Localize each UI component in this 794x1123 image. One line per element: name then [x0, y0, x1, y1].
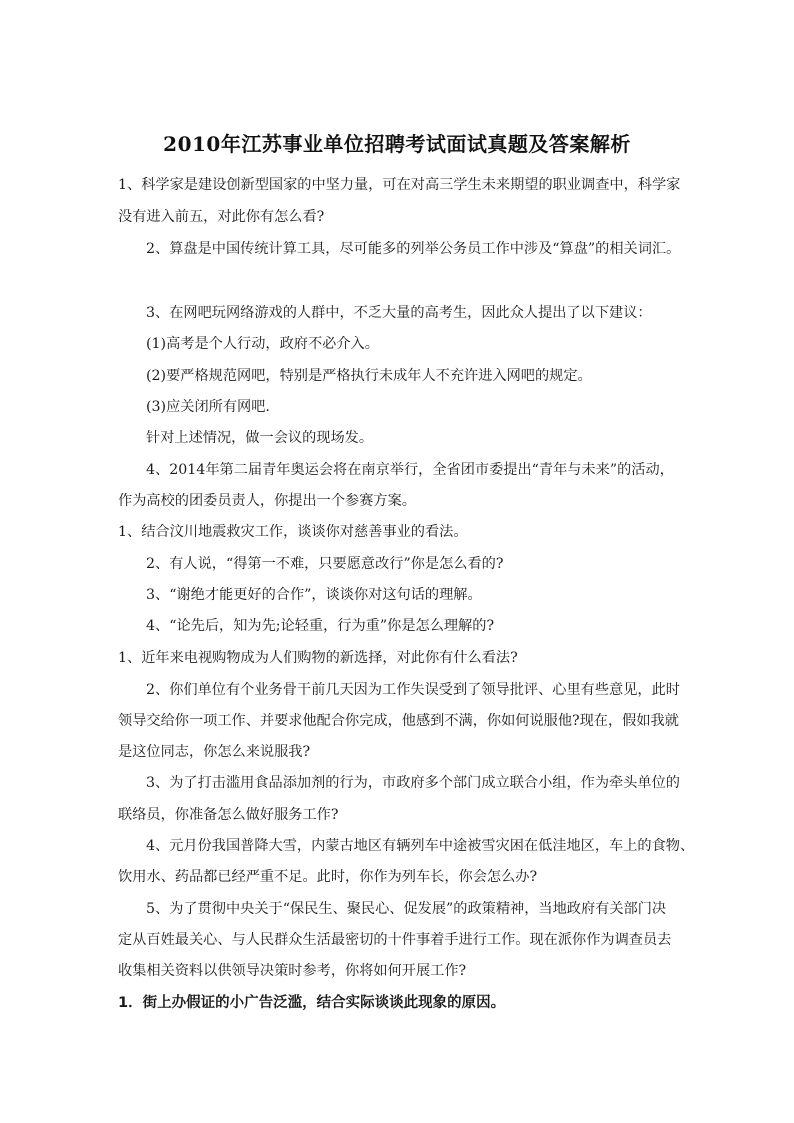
question-line: 2、有人说，“得第一不难，只要愿意改行”你是怎么看的? [146, 556, 504, 572]
question-line: 4、“论先后，知为先;论轻重，行为重”你是怎么理解的? [146, 618, 495, 634]
question-line: (3)应关闭所有网吧. [146, 399, 270, 415]
question-line: 针对上述情况，做一会议的现场发。 [146, 430, 374, 446]
question-line: 收集相关资料以供领导决策时参考，你将如何开展工作? [118, 963, 467, 979]
question-line: 饮用水、药品都已经严重不足。此时，你作为列车长，你会怎么办? [118, 869, 538, 885]
question-line: 没有进入前五，对此你有怎么看? [118, 209, 325, 225]
question-line: 是这位同志，你怎么来说服我? [118, 744, 311, 760]
question-line: 联络员，你准备怎么做好服务工作? [118, 807, 339, 823]
question-line: 5、为了贯彻中央关于“保民生、聚民心、促发展”的政策精神，当地政府有关部门决 [146, 901, 667, 917]
question-line: 4、元月份我国普降大雪，内蒙古地区有辆列车中途被雪灾困在低洼地区，车上的食物、 [146, 838, 695, 854]
question-line: 4、2014年第二届青年奥运会将在南京举行，全省团市委提出“青年与未来”的活动， [146, 462, 674, 478]
question-line: 1、结合汶川地震救灾工作，谈谈你对慈善事业的看法。 [118, 524, 468, 540]
question-line: 1、科学家是建设创新型国家的中坚力量，可在对高三学生未来期望的职业调查中，科学家 [118, 177, 681, 193]
question-line: 2、算盘是中国传统计算工具，尽可能多的列举公务员工作中涉及“算盘”的相关词汇。 [146, 241, 681, 257]
question-line: 作为高校的团委员责人，你提出一个参赛方案。 [118, 493, 416, 509]
question-line: 1、近年来电视购物成为人们购物的新选择，对此你有什么看法? [118, 650, 518, 666]
question-line: 3、在网吧玩网络游戏的人群中，不乏大量的高考生，因此众人提出了以下建议： [146, 305, 652, 321]
page-title: 2010年江苏事业单位招聘考试面试真题及答案解析 [163, 132, 631, 156]
question-line: 3、为了打击滥用食品添加剂的行为，市政府多个部门成立联合小组，作为牵头单位的 [146, 775, 680, 791]
question-line: 2、你们单位有个业务骨干前几天因为工作失误受到了领导批评、心里有些意见，此时 [146, 682, 680, 698]
question-line: (2)要严格规范网吧，特别是严格执行未成年人不充许进入网吧的规定。 [146, 368, 592, 384]
question-line-bold: 1．街上办假证的小广告泛滥，结合实际谈谈此现象的原因。 [118, 995, 506, 1011]
question-line: 定从百姓最关心、与人民群众生活最密切的十件事着手进行工作。现在派你作为调查员去 [118, 932, 672, 948]
question-line: 领导交给你一项工作、并要求他配合你完成，他感到不满，你如何说服他?现在，假如我就 [118, 713, 679, 729]
question-line: 3、“谢绝才能更好的合作”，谈谈你对这句话的理解。 [146, 587, 482, 603]
question-line: (1)高考是个人行动，政府不必介入。 [146, 336, 379, 352]
